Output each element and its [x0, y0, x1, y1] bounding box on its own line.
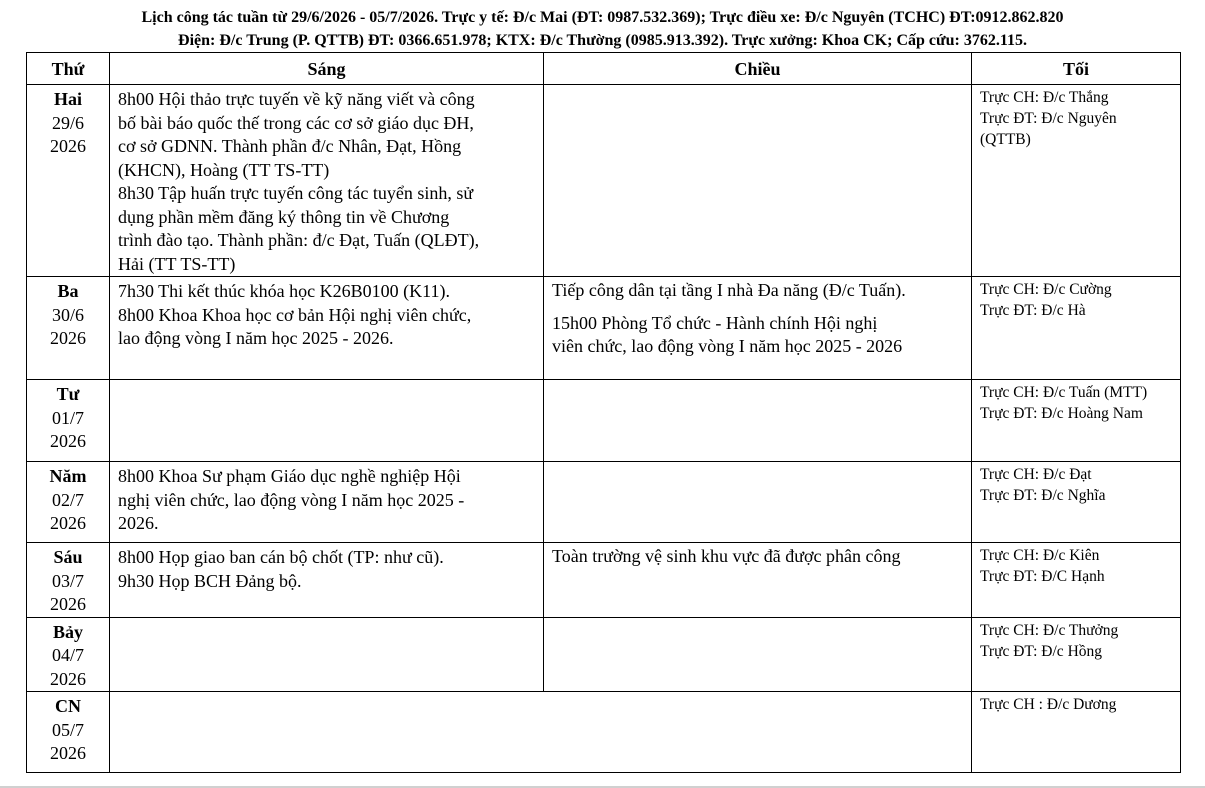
day-cell — [27, 277, 110, 380]
day-cell — [27, 692, 110, 773]
evening-cell — [972, 617, 1181, 692]
day-year: 2026 — [50, 668, 86, 689]
table-row — [27, 543, 1181, 618]
day-name: Tư — [56, 384, 80, 404]
day-name: CN — [55, 696, 81, 716]
day-year: 2026 — [50, 431, 86, 451]
evening-line: Trực CH : Đ/c Dương — [980, 696, 1117, 713]
day-year: 2026 — [50, 136, 86, 156]
day-cell — [27, 617, 110, 692]
evening-cell — [972, 85, 1181, 277]
table-header-row — [27, 53, 1181, 85]
day-year: 2026 — [50, 743, 86, 763]
morning-line: 8h30 Tập huấn trực tuyến công tác tuyển sinh, sử — [118, 183, 474, 203]
evening-line: (QTTB) — [980, 131, 1031, 148]
day-date: 05/7 — [51, 719, 84, 740]
table-row — [27, 617, 1181, 692]
evening-cell — [972, 692, 1181, 773]
day-year: 2026 — [50, 513, 86, 533]
column-header-evening: Tối — [972, 53, 1181, 85]
morning-line: 8h00 Khoa Sư phạm Giáo dục nghề nghiệp Hội — [118, 466, 461, 486]
evening-line: Trực ĐT: Đ/c Nguyên — [980, 110, 1117, 127]
morning-cell — [110, 462, 544, 543]
day-year: 2026 — [50, 328, 86, 348]
day-date: 29/6 — [51, 112, 84, 133]
day-date: 04/7 — [51, 645, 84, 665]
evening-line: Trực ĐT: Đ/c Hồng — [980, 642, 1103, 660]
morning-line: 9h30 Họp BCH Đảng bộ. — [118, 570, 302, 591]
day-name: Bảy — [52, 621, 83, 642]
column-header-morning: Sáng — [110, 53, 544, 85]
weekly-schedule-table — [26, 52, 1181, 773]
morning-line: (KHCN), Hoàng (TT TS-TT) — [118, 159, 330, 180]
morning-line: 7h30 Thi kết thúc khóa học K26B0100 (K11). — [118, 281, 450, 301]
table-row — [27, 277, 1181, 380]
morning-line: 2026. — [118, 513, 159, 533]
afternoon-cell — [544, 617, 972, 692]
day-name: Ba — [57, 281, 79, 301]
day-activities-cell — [110, 692, 972, 773]
afternoon-line: viên chức, lao động vòng I năm học 2025 - 2026 — [552, 336, 903, 356]
evening-line: Trực CH: Đ/c Thắng — [980, 89, 1109, 106]
afternoon-cell — [544, 380, 972, 462]
evening-line: Trực CH: Đ/c Cường — [980, 281, 1112, 298]
evening-cell — [972, 543, 1181, 618]
evening-line: Trực CH: Đ/c Đạt — [980, 466, 1092, 483]
table-row — [27, 380, 1181, 462]
day-name: Sáu — [53, 547, 83, 567]
evening-line: Trực ĐT: Đ/c Hoàng Nam — [980, 405, 1143, 422]
morning-line: cơ sở GDNN. Thành phần đ/c Nhân, Đạt, Hồng — [118, 136, 462, 156]
evening-line: Trực CH: Đ/c Thưởng — [980, 621, 1119, 639]
table-row — [27, 462, 1181, 543]
evening-line: Trực ĐT: Đ/C Hạnh — [980, 568, 1105, 585]
column-header-day: Thứ — [27, 53, 110, 85]
day-date: 03/7 — [51, 570, 84, 591]
evening-cell — [972, 380, 1181, 462]
afternoon-cell — [544, 85, 972, 277]
header-line-2: Điện: Đ/c Trung (P. QTTB) ĐT: 0366.651.978; KTX: Đ/c Thường (0985.913.392). Trực xưởng: Khoa CK; Cấp cứu: 3762.115. — [178, 32, 1027, 49]
morning-line: lao động vòng I năm học 2025 - 2026. — [118, 328, 394, 348]
evening-line: Trực ĐT: Đ/c Hà — [980, 302, 1086, 319]
day-date: 01/7 — [51, 407, 84, 428]
day-cell — [27, 543, 110, 618]
table-row — [27, 692, 1181, 773]
header-line-1: Lịch công tác tuần từ 29/6/2026 - 05/7/2026. Trực y tế: Đ/c Mai (ĐT: 0987.532.369); Trực điều xe: Đ/c Nguyên (TCHC) ĐT:0912.862.820 — [141, 9, 1064, 26]
day-cell — [27, 380, 110, 462]
day-name: Năm — [49, 466, 87, 486]
afternoon-line: Toàn trường vệ sinh khu vực đã được phân công — [552, 546, 901, 566]
morning-cell — [110, 380, 544, 462]
day-year: 2026 — [50, 594, 86, 614]
morning-cell — [110, 85, 544, 277]
column-header-afternoon: Chiều — [544, 53, 972, 85]
afternoon-line: 15h00 Phòng Tổ chức - Hành chính Hội nghị — [552, 312, 878, 333]
evening-cell — [972, 462, 1181, 543]
morning-cell — [110, 617, 544, 692]
morning-line: 8h00 Họp giao ban cán bộ chốt (TP: như cũ). — [118, 547, 444, 567]
evening-line: Trực CH: Đ/c Tuấn (MTT) — [980, 384, 1148, 401]
morning-cell — [110, 543, 544, 618]
day-name: Hai — [53, 89, 82, 109]
morning-cell — [110, 277, 544, 380]
day-date: 02/7 — [51, 489, 84, 510]
afternoon-line: Tiếp công dân tại tầng I nhà Đa năng (Đ/c Tuấn). — [552, 280, 906, 300]
afternoon-cell — [544, 462, 972, 543]
evening-line: Trực ĐT: Đ/c Nghĩa — [980, 487, 1106, 504]
afternoon-cell — [544, 277, 972, 380]
day-cell — [27, 462, 110, 543]
morning-line: 8h00 Khoa Khoa học cơ bản Hội nghị viên chức, — [118, 304, 472, 325]
evening-cell — [972, 277, 1181, 380]
afternoon-cell — [544, 543, 972, 618]
morning-line: Hải (TT TS-TT) — [118, 253, 236, 274]
morning-line: trình đào tạo. Thành phần: đ/c Đạt, Tuấn (QLĐT), — [118, 230, 480, 250]
morning-line: bố bài báo quốc thế trong các cơ sở giáo dục ĐH, — [118, 112, 474, 133]
day-cell — [27, 85, 110, 277]
day-date: 30/6 — [51, 304, 84, 325]
evening-line: Trực CH: Đ/c Kiên — [980, 547, 1100, 564]
morning-line: dụng phần mềm đăng ký thông tin về Chương — [118, 206, 450, 227]
morning-line: nghị viên chức, lao động vòng I năm học 2025 - — [118, 489, 465, 510]
schedule-header — [0, 6, 1205, 52]
table-row — [27, 85, 1181, 277]
morning-line: 8h00 Hội thảo trực tuyến về kỹ năng viết và công — [118, 89, 475, 109]
